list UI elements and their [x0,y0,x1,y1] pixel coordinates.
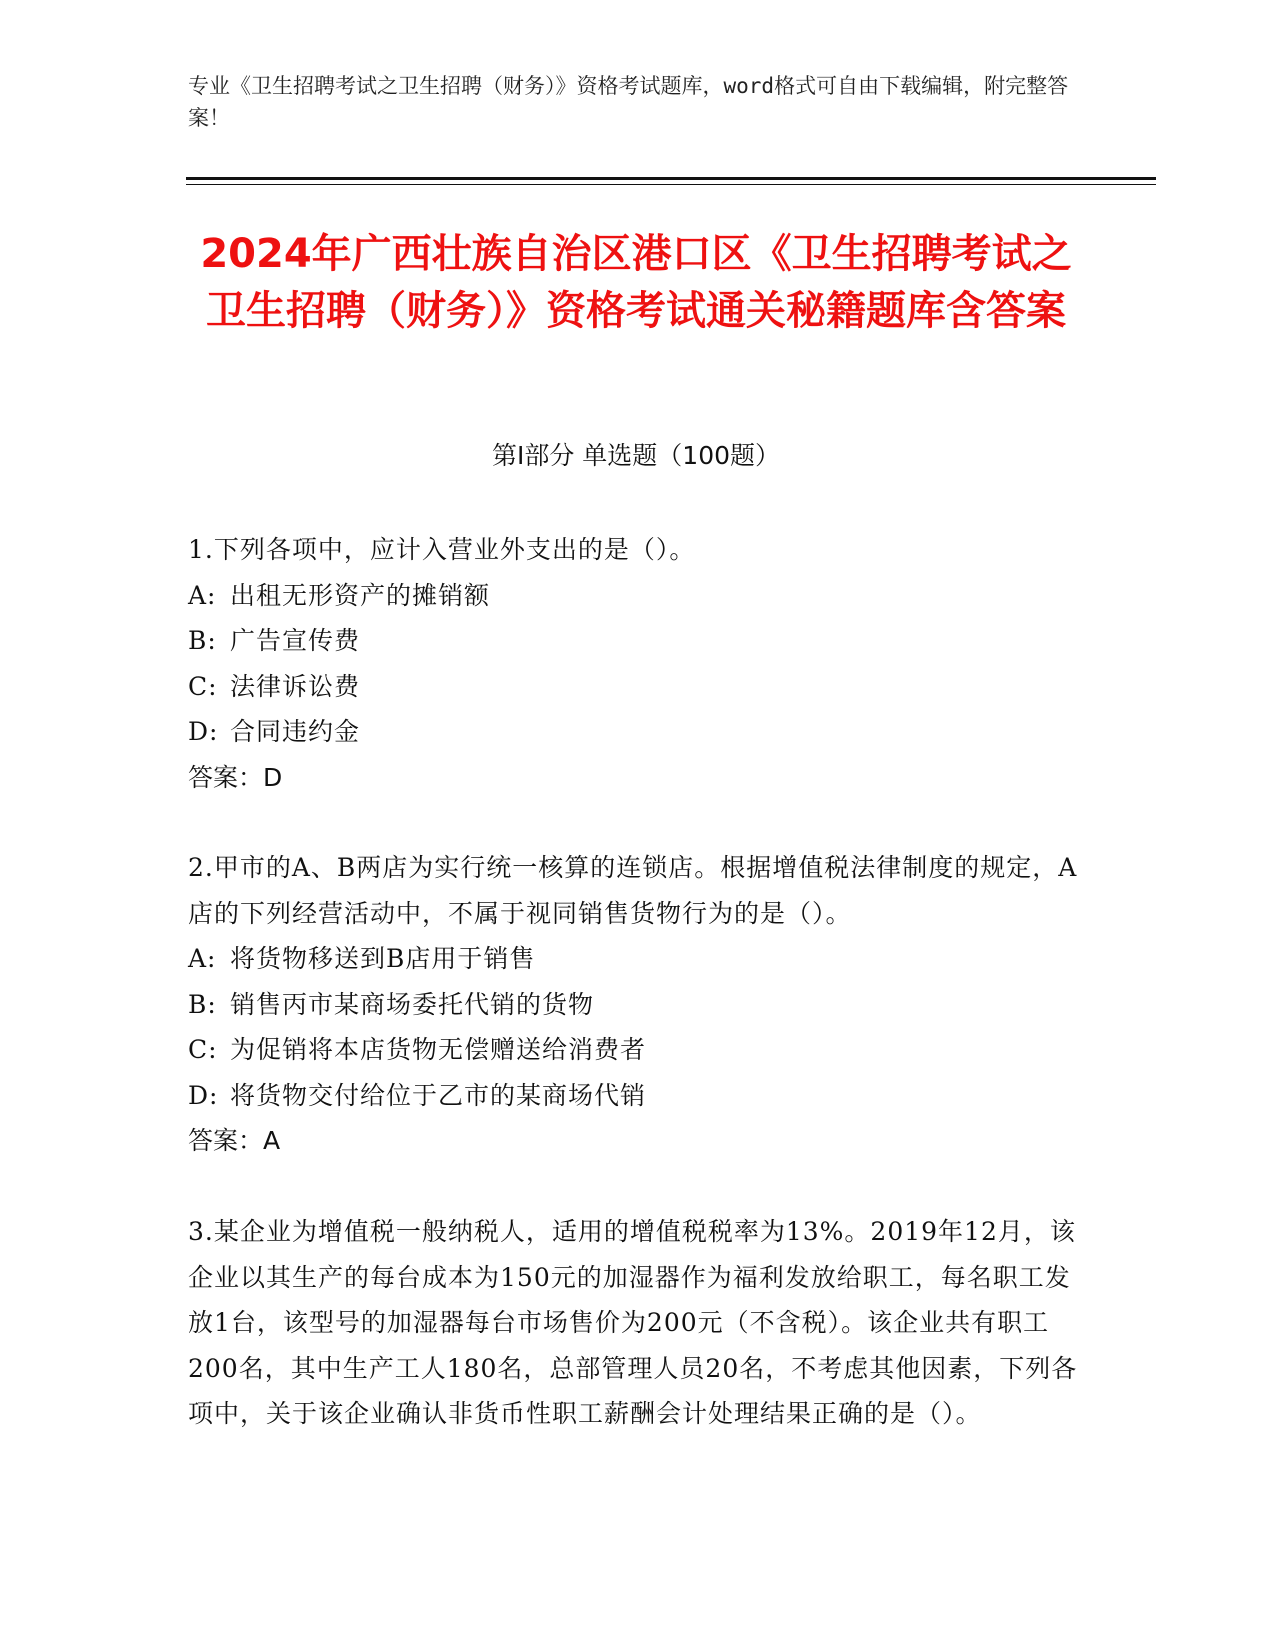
option-text: 为促销将本店货物无偿赠送给消费者 [230,1035,647,1064]
option-key: B: [188,989,217,1019]
question-1 [188,527,1088,800]
option-a [188,936,1088,982]
option-text: 将货物交付给位于乙市的某商场代销 [230,1080,647,1110]
option-b [188,618,1088,664]
question-stem: 2.甲市的A、B两店为实行统一核算的连锁店。根据增值税法律制度的规定，A店的下列经营活动中，不属于视同销售货物行为的是（）。 [188,853,1078,928]
option-text: 合同违约金 [230,717,361,746]
option-key: A: [188,580,217,610]
section-heading: 第Ⅰ部分 单选题（100题） [491,441,781,470]
option-key: B: [188,626,217,655]
option-d [188,1073,1088,1119]
option-key: C: [188,671,218,701]
option-a [188,573,1088,619]
question-stem: 3.某企业为增值税一般纳税人，适用的增值税税率为13%。2019年12月，该企业以其生产的每台成本为150元的加湿器作为福利发放给职工，每名职工发放1台，该型号的加湿器每台市场售价为200元（不含税）。该企业共有职工200名，其中生产工人180名，总部管理人员20名，不考虑其他因素，下列各项中，关于该企业确认非货币性职工薪酬会计处理结果正确的是（）。 [188,1217,1078,1428]
header-divider-thin [186,184,1156,185]
question-3 [188,1209,1088,1437]
option-b [188,982,1088,1028]
option-text: 法律诉讼费 [230,671,361,701]
question-2 [188,845,1088,1164]
option-text: 出租无形资产的摊销额 [230,580,491,610]
option-key: D: [188,1080,219,1110]
option-c [188,1027,1088,1073]
answer-line: 答案：A [188,1126,281,1155]
option-c [188,664,1088,710]
header-note: 专业《卫生招聘考试之卫生招聘（财务）》资格考试题库，word格式可自由下载编辑，附完整答案！ [188,74,1069,130]
header-divider-thick [186,177,1156,180]
document-title: 2024年广西壮族自治区港口区《卫生招聘考试之卫生招聘（财务）》资格考试通关秘籍题库含答案 [200,231,1072,334]
answer-line: 答案：D [188,762,283,792]
option-d [188,709,1088,755]
option-text: 销售丙市某商场委托代销的货物 [230,989,595,1019]
option-key: C: [188,1035,218,1064]
option-key: A: [188,944,217,973]
question-stem: 1.下列各项中，应计入营业外支出的是（）。 [188,535,696,564]
option-text: 将货物移送到B店用于销售 [230,944,536,973]
option-key: D: [188,717,219,746]
option-text: 广告宣传费 [230,626,361,655]
